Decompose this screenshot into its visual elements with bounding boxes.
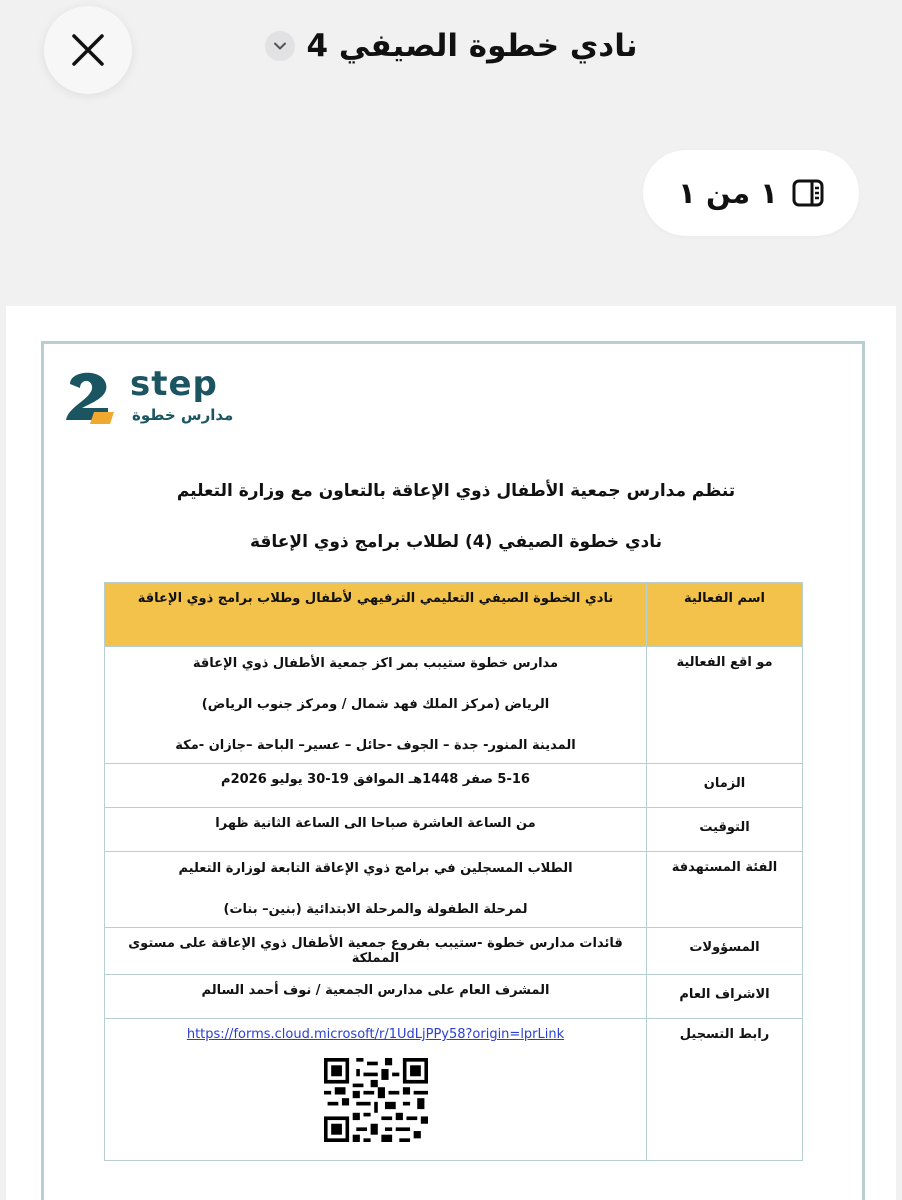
label-time: الزمان: [647, 764, 803, 808]
document-title-bar[interactable]: [0, 22, 902, 70]
page-indicator-text: ١ من ١: [678, 176, 778, 210]
value-target: [105, 852, 647, 928]
sidebar-pages-icon: [792, 179, 824, 207]
value-supervision: المشرف العام على مدارس الجمعية / نوف أحمد السالم: [105, 975, 647, 1019]
value-locations: [105, 647, 647, 764]
logo-subtitle: مدارس خطوة: [132, 406, 234, 424]
document-subheading: نادي خطوة الصيفي (4) لطلاب برامج ذوي الإعاقة: [249, 532, 663, 552]
page-frame: [41, 341, 865, 1200]
value-responsible: قائدات مدارس خطوة -ستيبب بفروع جمعية الأطفال ذوي الإعاقة على مستوى المملكة: [105, 928, 647, 975]
value-time: 5-16 صفر 1448هـ الموافق 19-30 يوليو 2026م: [105, 764, 647, 808]
event-info-table: [104, 582, 803, 1161]
step-logo: [56, 362, 246, 432]
label-target: الفئة المستهدفة: [647, 852, 803, 928]
qr-code-icon: [324, 1058, 428, 1142]
target-line: لمرحلة الطفولة والمرحلة الابتدائية (بنين– بنات): [223, 902, 528, 917]
value-registration: [105, 1019, 647, 1161]
label-responsible: المسؤولات: [647, 928, 803, 975]
logo-word: step: [130, 364, 218, 404]
target-line: الطلاب المسجلين في برامج ذوي الإعاقة التابعة لوزارة التعليم: [178, 861, 573, 876]
label-timing: التوقيت: [647, 808, 803, 852]
label-supervision: الاشراف العام: [647, 975, 803, 1019]
table-row: [105, 852, 803, 928]
value-event-name: نادي الخطوة الصيفي التعليمي الترفيهي لأطفال وطلاب برامج ذوي الإعاقة: [105, 583, 647, 647]
label-locations: مو اقع الفعالية: [647, 647, 803, 764]
table-row: [105, 975, 803, 1019]
table-row: [105, 928, 803, 975]
table-row: [105, 647, 803, 764]
step-logo-mark: [56, 362, 126, 432]
table-row: [105, 583, 803, 647]
locations-line: مدارس خطوة ستيبب بمر اكز جمعية الأطفال ذوي الإعاقة: [192, 656, 559, 671]
table-row: [105, 1019, 803, 1161]
document-heading: تنظم مدارس جمعية الأطفال ذوي الإعاقة بالتعاون مع وزارة التعليم: [176, 481, 736, 501]
label-event-name: اسم الفعالية: [647, 583, 803, 647]
document-title: نادي خطوة الصيفي 4: [306, 28, 638, 64]
document-page: [6, 306, 896, 1200]
table-row: [105, 764, 803, 808]
locations-line: الرياض (مركز الملك فهد شمال / ومركز جنوب الرياض): [201, 697, 550, 712]
registration-link[interactable]: https://forms.cloud.microsoft/r/1UdLjPPy58?origin=lprLink: [186, 1027, 565, 1042]
label-registration: رابط التسجيل: [647, 1019, 803, 1161]
locations-line: المدينة المنور- جدة – الجوف -حائل – عسير– الباحة –جازان -مكة: [175, 738, 576, 753]
value-timing: من الساعة العاشرة صباحا الى الساعة الثانية ظهرا: [105, 808, 647, 852]
table-row: [105, 808, 803, 852]
page-indicator-button[interactable]: [643, 150, 859, 236]
chevron-down-icon[interactable]: [265, 31, 295, 61]
